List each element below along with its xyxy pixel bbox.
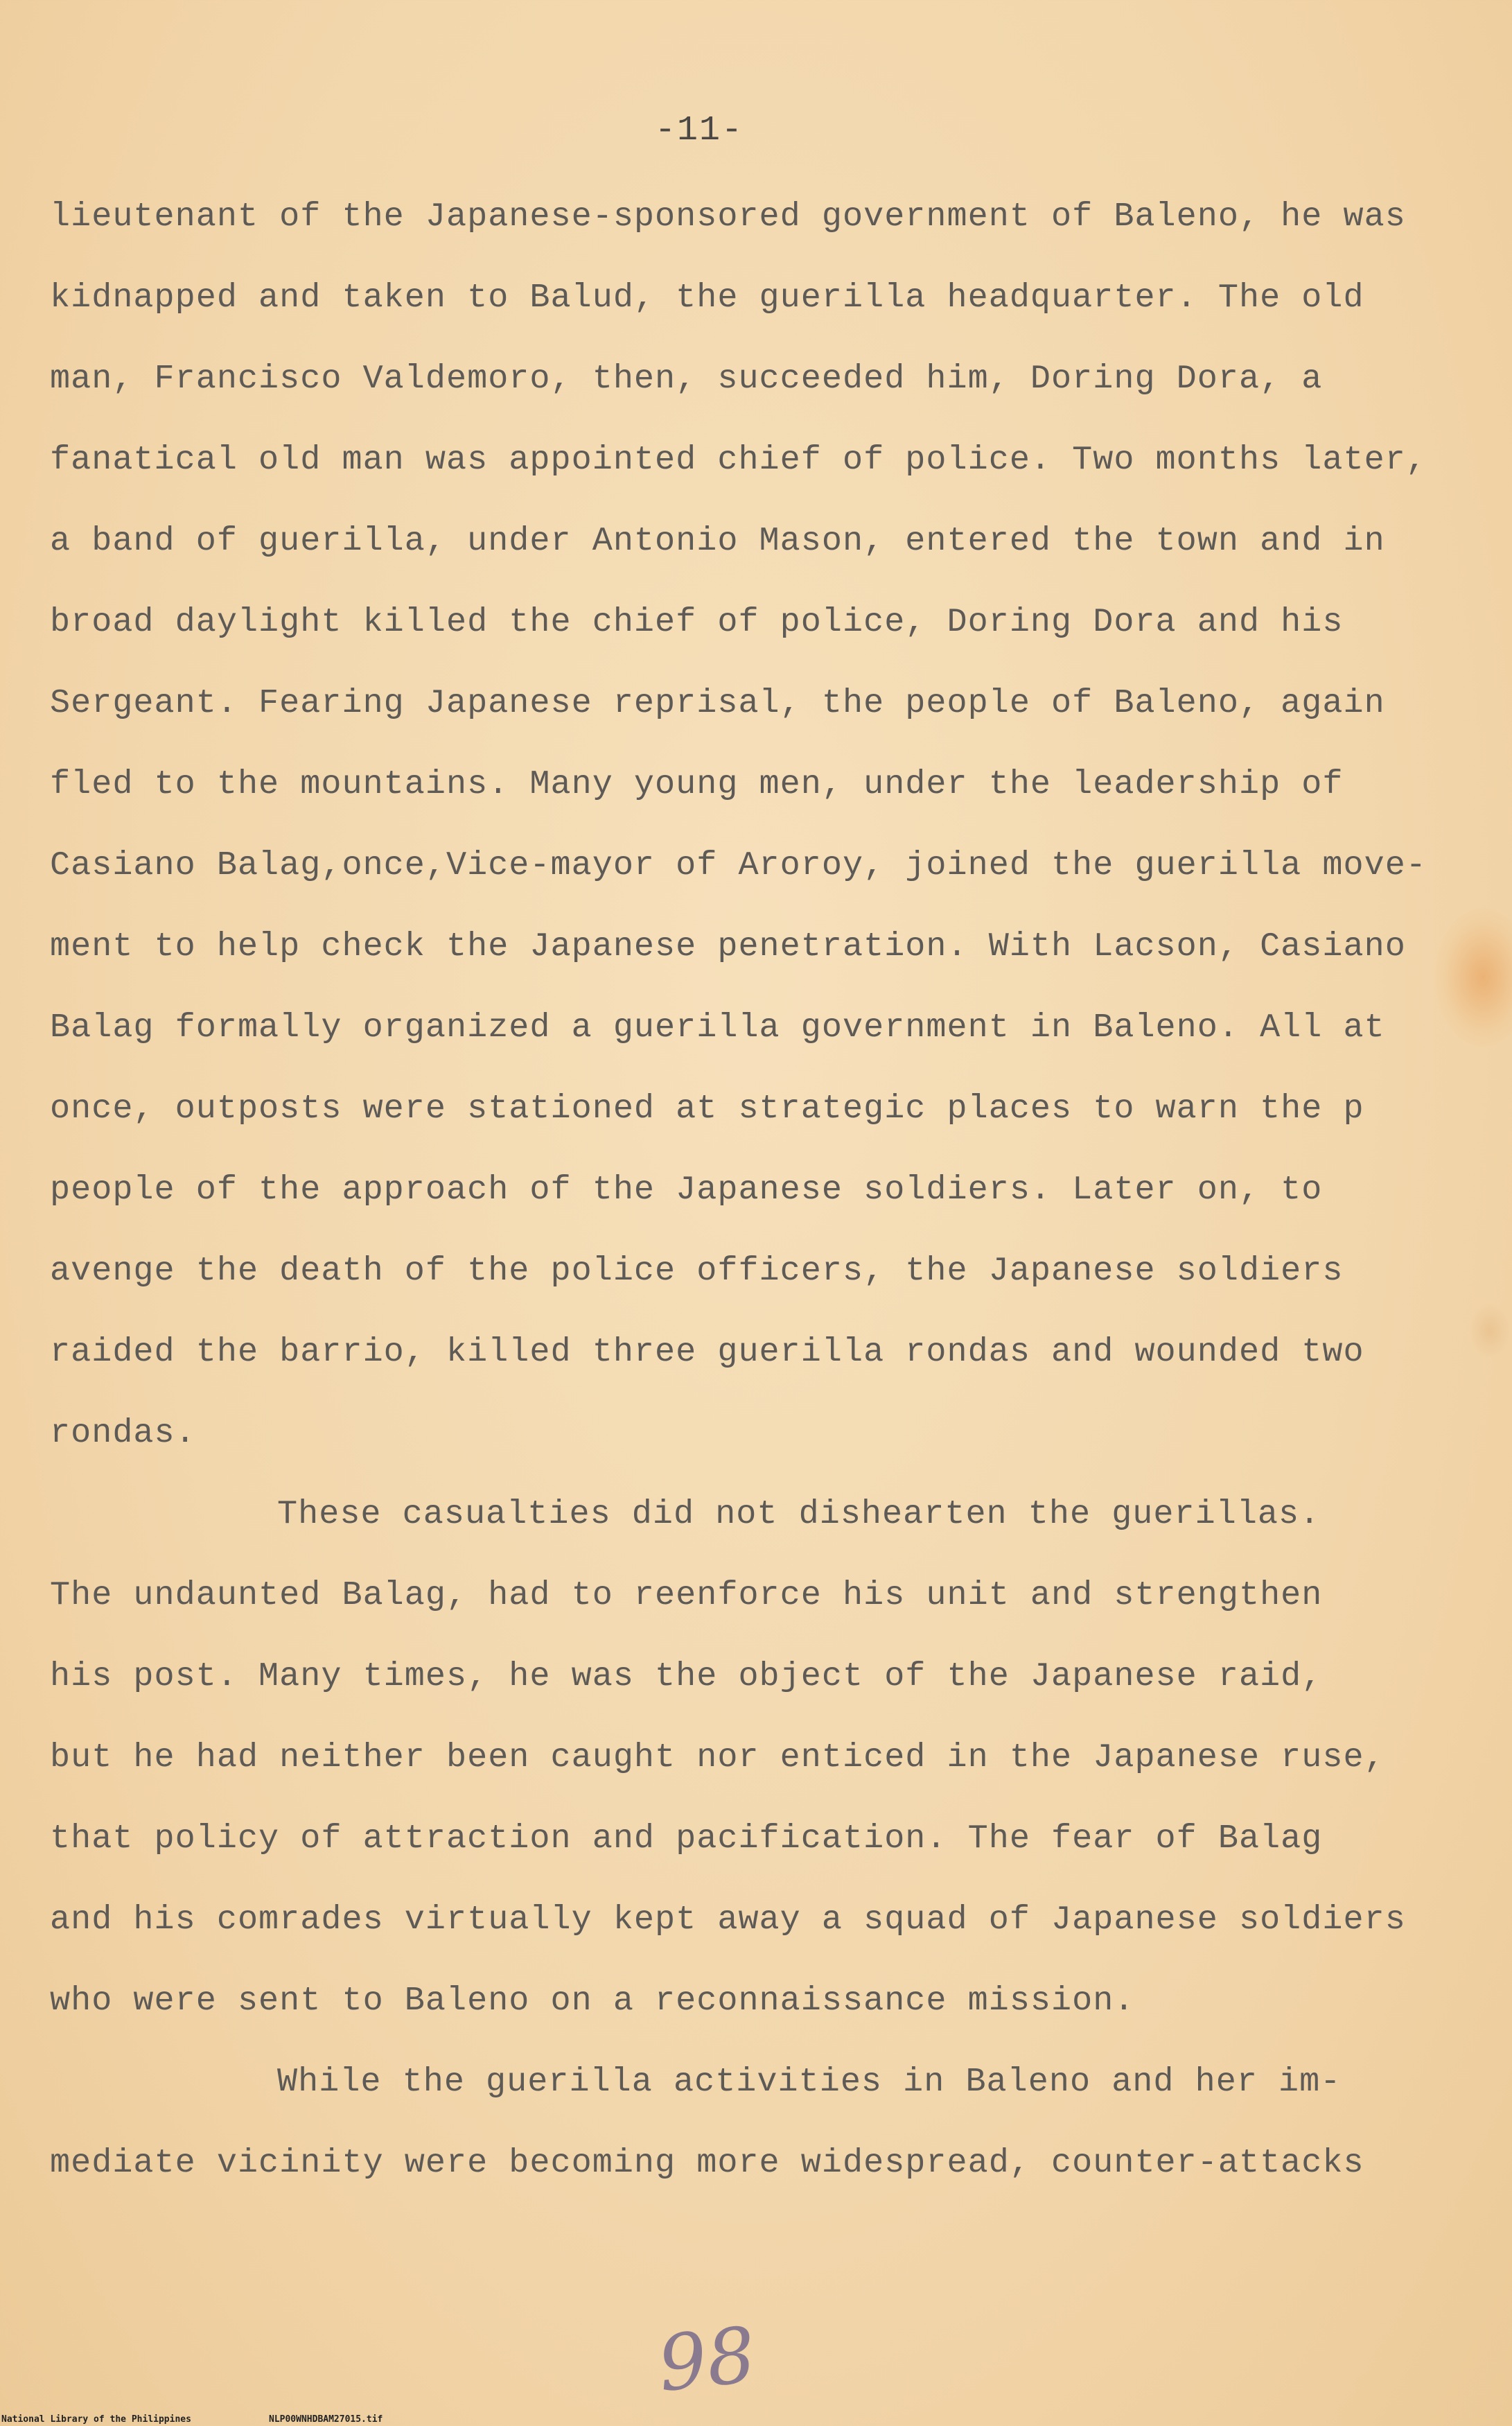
footer-library-name: National Library of the Philippines (1, 2414, 191, 2425)
text-line: but he had neither been caught nor enticed in the Japanese ruse, (50, 1738, 1385, 1777)
text-line: once, outposts were stationed at strategic places to warn the p (50, 1090, 1364, 1128)
text-line: people of the approach of the Japanese soldiers. Later on, to (50, 1171, 1323, 1209)
footer-file-name: NLP00WNHDBAM27015.tif (269, 2414, 383, 2425)
text-line: Balag formally organized a guerilla government in Baleno. All at (50, 1009, 1385, 1047)
text-line: kidnapped and taken to Balud, the guerilla headquarter. The old (50, 279, 1364, 317)
text-line: and his comrades virtually kept away a squad of Japanese soldiers (50, 1901, 1406, 1939)
text-line: a band of guerilla, under Antonio Mason, entered the town and in (50, 522, 1385, 560)
text-line: While the guerilla activities in Baleno and her im- (277, 2063, 1342, 2101)
text-line: rondas. (50, 1414, 196, 1452)
text-line: fled to the mountains. Many young men, under the leadership of (50, 765, 1344, 803)
page-number: -11- (655, 111, 744, 150)
text-line: The undaunted Balag, had to reenforce his unit and strengthen (50, 1576, 1323, 1614)
text-line: broad daylight killed the chief of police, Doring Dora and his (50, 603, 1344, 641)
text-line: lieutenant of the Japanese-sponsored government of Baleno, he was (50, 198, 1406, 236)
text-line: avenge the death of the police officers, the Japanese soldiers (50, 1252, 1344, 1290)
text-line: mediate vicinity were becoming more widespread, counter-attacks (50, 2144, 1364, 2182)
text-line: Casiano Balag,once,Vice-mayor of Aroroy, joined the guerilla move- (50, 846, 1427, 884)
text-line: man, Francisco Valdemoro, then, succeeded him, Doring Dora, a (50, 360, 1323, 398)
paper-stain (1434, 908, 1512, 1047)
text-line: fanatical old man was appointed chief of police. Two months later, (50, 441, 1427, 479)
text-line: ment to help check the Japanese penetration. With Lacson, Casiano (50, 927, 1406, 966)
handwritten-page-number: 98 (653, 2310, 760, 2409)
text-line: who were sent to Baleno on a reconnaissance mission. (50, 1982, 1135, 2020)
text-line: raided the barrio, killed three guerilla rondas and wounded two (50, 1333, 1364, 1371)
paper-stain (1469, 1303, 1511, 1359)
text-line: that policy of attraction and pacification. The fear of Balag (50, 1820, 1323, 1858)
text-line: Sergeant. Fearing Japanese reprisal, the people of Baleno, again (50, 684, 1385, 722)
text-line: These casualties did not dishearten the guerillas. (277, 1495, 1321, 1533)
text-line: his post. Many times, he was the object of the Japanese raid, (50, 1657, 1323, 1695)
